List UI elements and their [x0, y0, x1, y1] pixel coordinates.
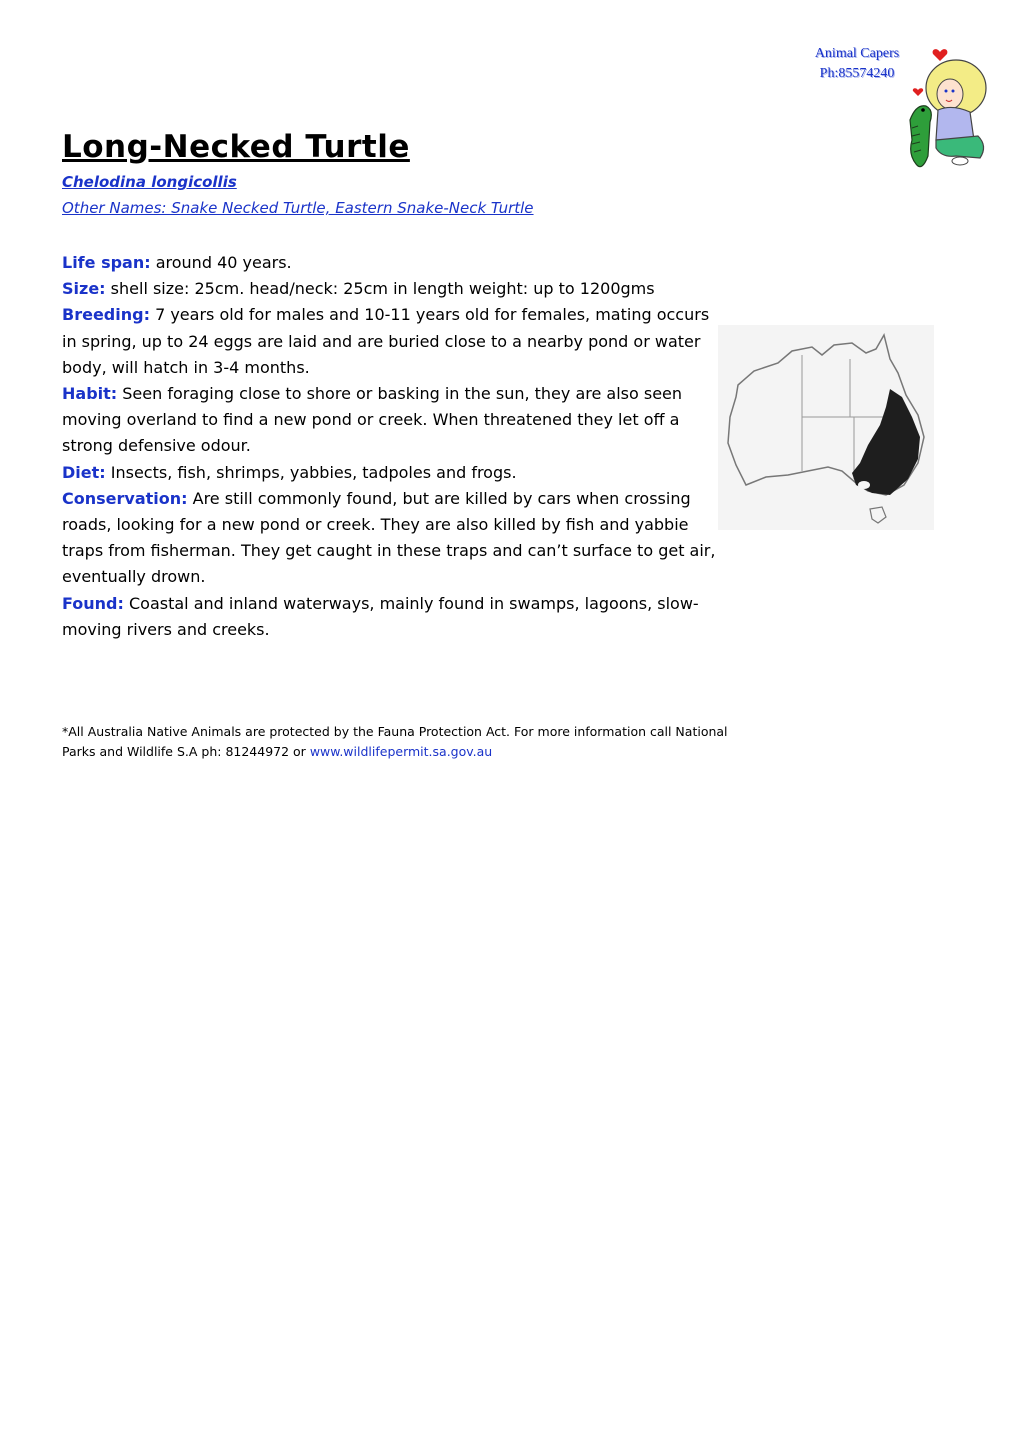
footnote-text: *All Australia Native Animals are protected by the Fauna Protection Act. For more information call National Parks and Wildlife S.A ph: 81244972 or [62, 724, 728, 759]
habit-label: Habit: [62, 384, 118, 404]
facts-section [62, 250, 717, 643]
habit-value: Seen foraging close to shore or basking in the sun, they are also seen moving overland to find a new pond or creek. When threatened they let off a strong defensive odour. [62, 384, 683, 456]
wildlife-permit-link[interactable]: www.wildlifepermit.sa.gov.au [309, 743, 493, 759]
breeding-value: 7 years old for males and 10-11 years old for females, mating occurs in spring, up to 24 eggs are laid and are buried close to a nearby pond or water body, will hatch in 3-4 months. [62, 305, 710, 377]
diet-value: Insects, fish, shrimps, yabbies, tadpoles and frogs. [110, 462, 517, 482]
conservation-row [62, 486, 717, 591]
life-span-label: Life span: [62, 253, 151, 272]
found-row [62, 591, 717, 643]
logo-business-name: Animal Capers [814, 46, 900, 61]
life-span-value: around 40 years. [155, 253, 292, 272]
size-label: Size: [62, 279, 106, 299]
australia-map [718, 325, 934, 530]
scientific-name: Chelodina longicollis [62, 173, 237, 191]
logo-phone: Ph:85574240 [819, 66, 895, 81]
logo-block [802, 44, 1002, 174]
footnote [62, 722, 742, 761]
breeding-row [62, 302, 717, 381]
found-label: Found: [62, 593, 124, 613]
other-names: Other Names: Snake Necked Turtle, Eastern Snake-Neck Turtle [62, 199, 534, 217]
size-row [62, 276, 717, 302]
heart-icon [913, 88, 923, 96]
diet-row [62, 460, 717, 486]
conservation-value: Are still commonly found, but are killed by cars when crossing roads, looking for a new pond or creek. They are also killed by fish and yabbie traps from fisherman. They get caught in these traps and can’t surface to get air, eventually drown. [62, 488, 716, 587]
life-span-row [62, 250, 717, 276]
page-title: Long-Necked Turtle [62, 129, 410, 165]
habit-row [62, 381, 717, 460]
heart-icon [933, 49, 948, 61]
found-value: Coastal and inland waterways, mainly found in swamps, lagoons, slow-moving rivers and creeks. [62, 593, 699, 639]
diet-label: Diet: [62, 462, 106, 482]
girl-with-crocodile-illustration [890, 44, 1002, 174]
conservation-label: Conservation: [62, 488, 188, 508]
size-value: shell size: 25cm. head/neck: 25cm in length weight: up to 1200gms [110, 279, 655, 299]
breeding-label: Breeding: [62, 305, 150, 325]
